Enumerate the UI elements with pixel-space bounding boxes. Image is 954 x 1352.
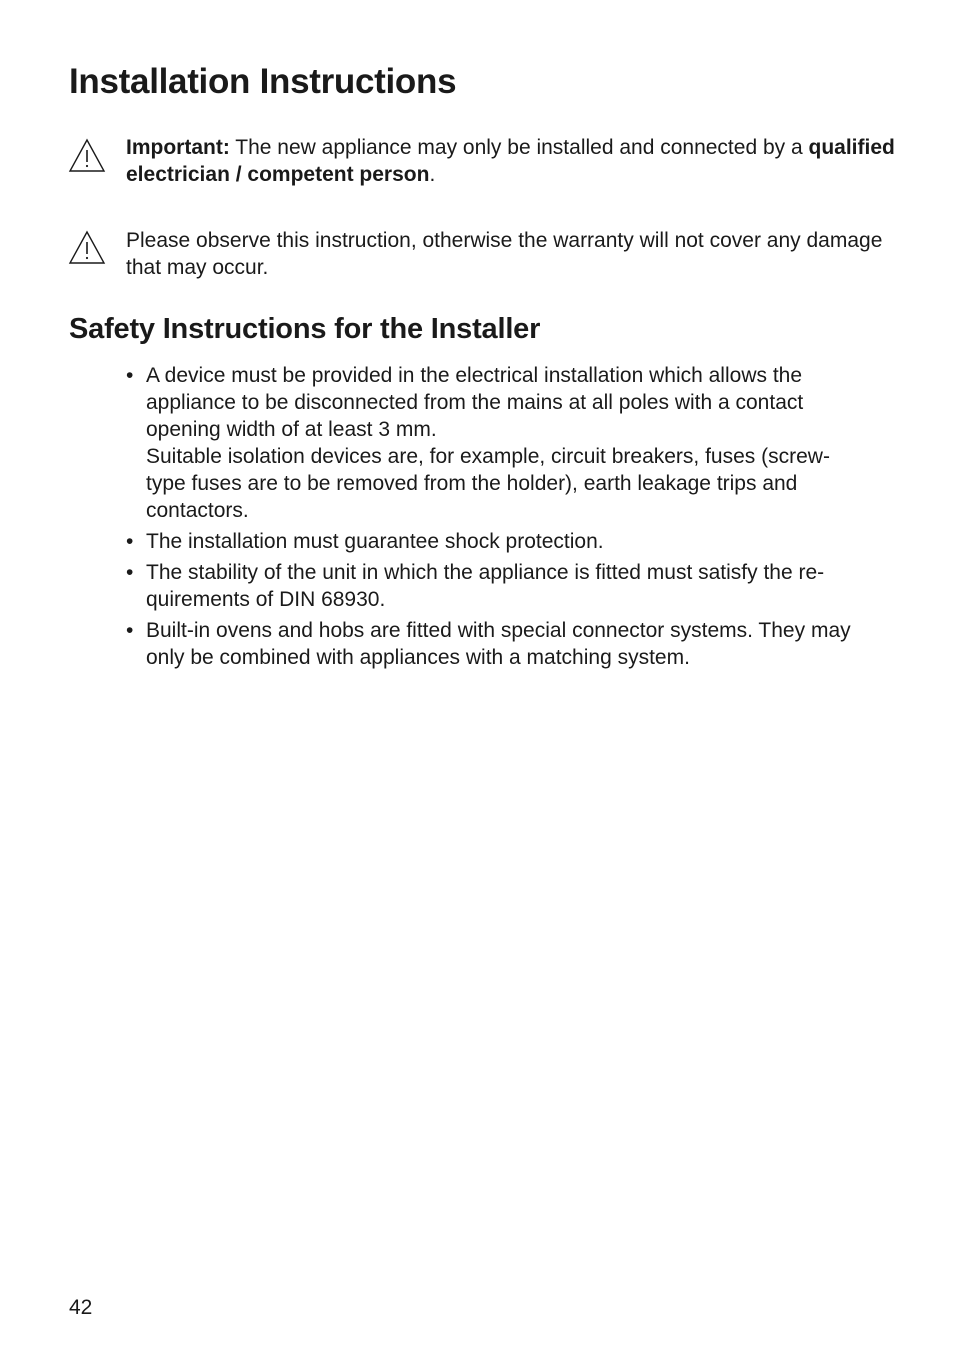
bullet-icon: • [126, 619, 134, 642]
page-number: 42 [69, 1296, 93, 1319]
warning-emphasis: qualified electrician / competent person [126, 136, 895, 186]
list-item-text: A device must be provided in the electrical installation which allows the appliance to be disconnected from the mains at all poles with a contact opening width of at least 3 mm. Suitable isolation devices are, for example, circuit breakers, fuses (screw- type fuses are to be removed from the holder), earth leakage trips and contactors. [146, 364, 830, 522]
list-item-text: Built-in ovens and hobs are fitted with special connector systems. They may only be combined with appliances with a matching system. [146, 619, 851, 669]
warning-body: The new appliance may only be installed and connected by a [229, 136, 809, 159]
warning-lead: Important: [126, 136, 230, 159]
list-item-text: The stability of the unit in which the appliance is fitted must satisfy the re- quirements of DIN 68930. [146, 561, 825, 611]
section-heading: Safety Instructions for the Installer [69, 313, 541, 345]
bullet-icon: • [126, 561, 134, 584]
bullet-icon: • [126, 530, 134, 553]
bullet-icon: • [126, 364, 134, 387]
page-title: Installation Instructions [69, 62, 457, 101]
warning-triangle-icon [68, 138, 106, 174]
list-item [126, 528, 888, 555]
safety-bullet-list [126, 362, 888, 675]
list-item [126, 559, 888, 613]
list-item [126, 617, 888, 671]
list-item [126, 362, 888, 524]
list-item-text: The installation must guarantee shock protection. [146, 530, 604, 553]
warning-important-text [126, 134, 896, 188]
warning-triangle-icon [68, 230, 106, 266]
warning-warranty-text: Please observe this instruction, otherwise the warranty will not cover any damage that may occur. [126, 229, 883, 279]
warning-trailing: . [429, 163, 436, 186]
